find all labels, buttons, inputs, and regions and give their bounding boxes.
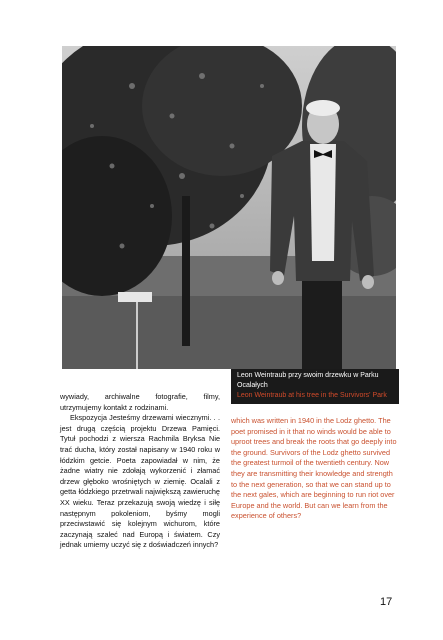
caption-polish: Leon Weintraub przy swoim drzewku w Parku Ocalałych — [237, 372, 379, 389]
photo — [62, 46, 396, 369]
page-number: 17 — [380, 596, 393, 608]
left-column-polish — [60, 392, 220, 551]
left-paragraph-1: wywiady, archiwalne fotografie, filmy, utrzymujemy kontakt z rodzinami. — [60, 392, 220, 412]
right-paragraph: which was written in 1940 in the Lodz ghetto. The poet promised in it that no winds would be able to uproot trees and break the roots that go deeply into the ground. Survivors of the Lodz ghetto survived the greatest turmoil of the twentieth century. Now they are transmitting their knowledge and strength to the next generation, so that we can stand up to the next gales, which are beginning to run riot over Europe and the world. But can we learn from the experience of others? — [231, 416, 397, 521]
caption-english: Leon Weintraub at his tree in the Survivors' Park — [237, 392, 387, 399]
left-paragraph-2: Ekspozycja Jesteśmy drzewami wiecznymi. . . jest drugą częścią projektu Drzewa Pamięci. Tytuł pochodzi z wiersza Rachmila Bryksa Nie trać ducha, który został napisany w 1940 roku w łódzkim getcie. Poeta zapowiadał w nim, że żadne wiatry nie zdołają wykorzenić i złamać drzew głęboko wrośniętych w ziemię. Ocalali z getta łódzkiego przetrwali największą zawieruchę XX wieku. Teraz przekazują swoją wiedzę i siłę następnym pokoleniom, byśmy mogli przeciwstawić się kolejnym wichurom, które zaczynają szaleć nad Europą i światem. Czy jednak umiemy uczyć się z doświadczeń innych? — [60, 413, 220, 550]
photo-illustration — [62, 46, 396, 369]
photo-caption — [231, 369, 399, 404]
right-column-english — [231, 416, 399, 522]
